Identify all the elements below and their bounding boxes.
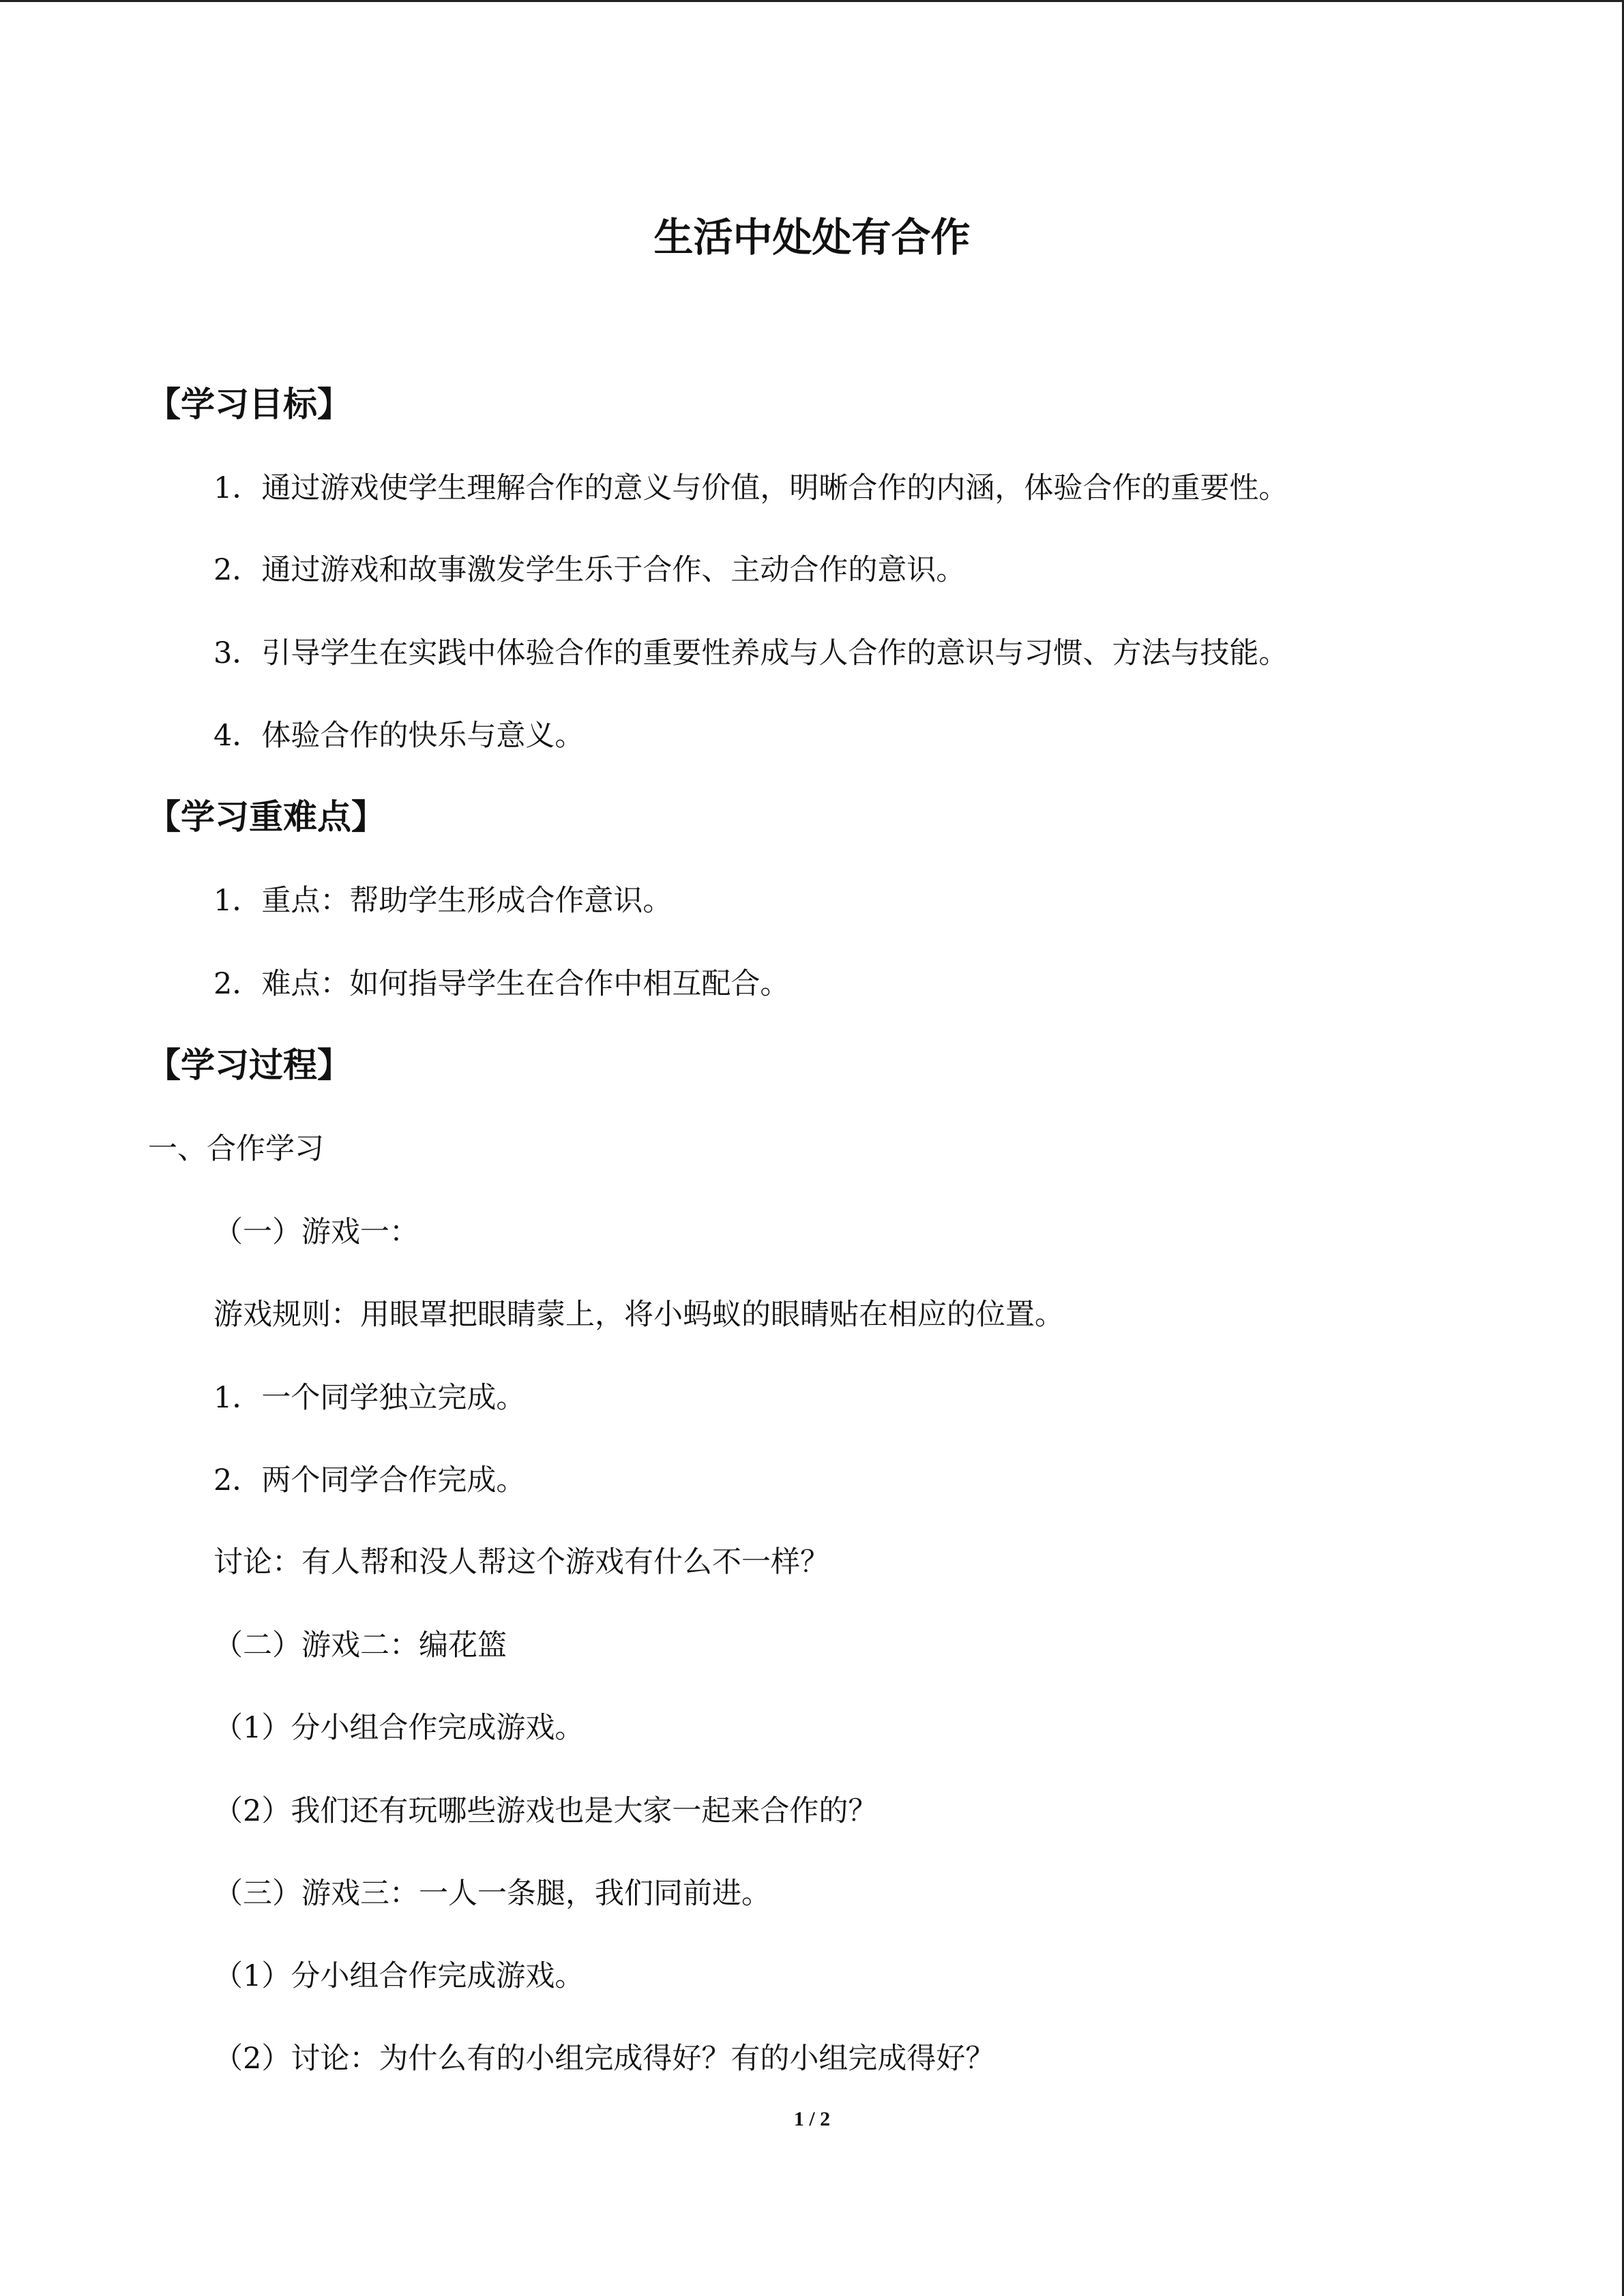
objective-item: 4．体验合作的快乐与意义。 [213,719,585,753]
process-line: （1）分小组合作完成游戏。 [213,1959,585,1993]
process-line: 讨论：有人帮和没人帮这个游戏有什么不一样？ [213,1545,829,1579]
process-line: （一）游戏一： [213,1215,419,1249]
process-line: 一、合作学习 [148,1132,324,1166]
key-point-item: 1．重点：帮助学生形成合作意识。 [213,884,673,918]
process-line: （2）讨论：为什么有的小组完成得好？有的小组完成得好？ [213,2042,995,2076]
section-heading-objectives: 【学习目标】 [147,385,351,424]
process-line: （三）游戏三：一人一条腿，我们同前进。 [213,1877,771,1911]
section-heading-key-points: 【学习重难点】 [147,797,385,837]
objective-item: 1．通过游戏使学生理解合作的意义与价值，明晰合作的内涵，体验合作的重要性。 [213,471,1288,505]
objective-item: 2．通过游戏和故事激发学生乐于合作、主动合作的意识。 [213,553,966,587]
process-line: （二）游戏二：编花篮 [213,1628,507,1663]
page-number: 1 / 2 [793,2108,831,2130]
process-line: （1）分小组合作完成游戏。 [213,1711,585,1745]
objective-item: 3．引导学生在实践中体验合作的重要性养成与人合作的意识与习惯、方法与技能。 [213,636,1288,670]
process-line: 1．一个同学独立完成。 [213,1381,526,1415]
process-line: 2．两个同学合作完成。 [213,1463,526,1497]
section-heading-process: 【学习过程】 [147,1045,351,1085]
key-point-item: 2．难点：如何指导学生在合作中相互配合。 [213,967,790,1001]
process-line: 游戏规则：用眼罩把眼睛蒙上，将小蚂蚁的眼睛贴在相应的位置。 [213,1298,1064,1332]
document-title: 生活中处处有合作 [653,214,971,260]
process-line: （2）我们还有玩哪些游戏也是大家一起来合作的？ [213,1794,878,1828]
